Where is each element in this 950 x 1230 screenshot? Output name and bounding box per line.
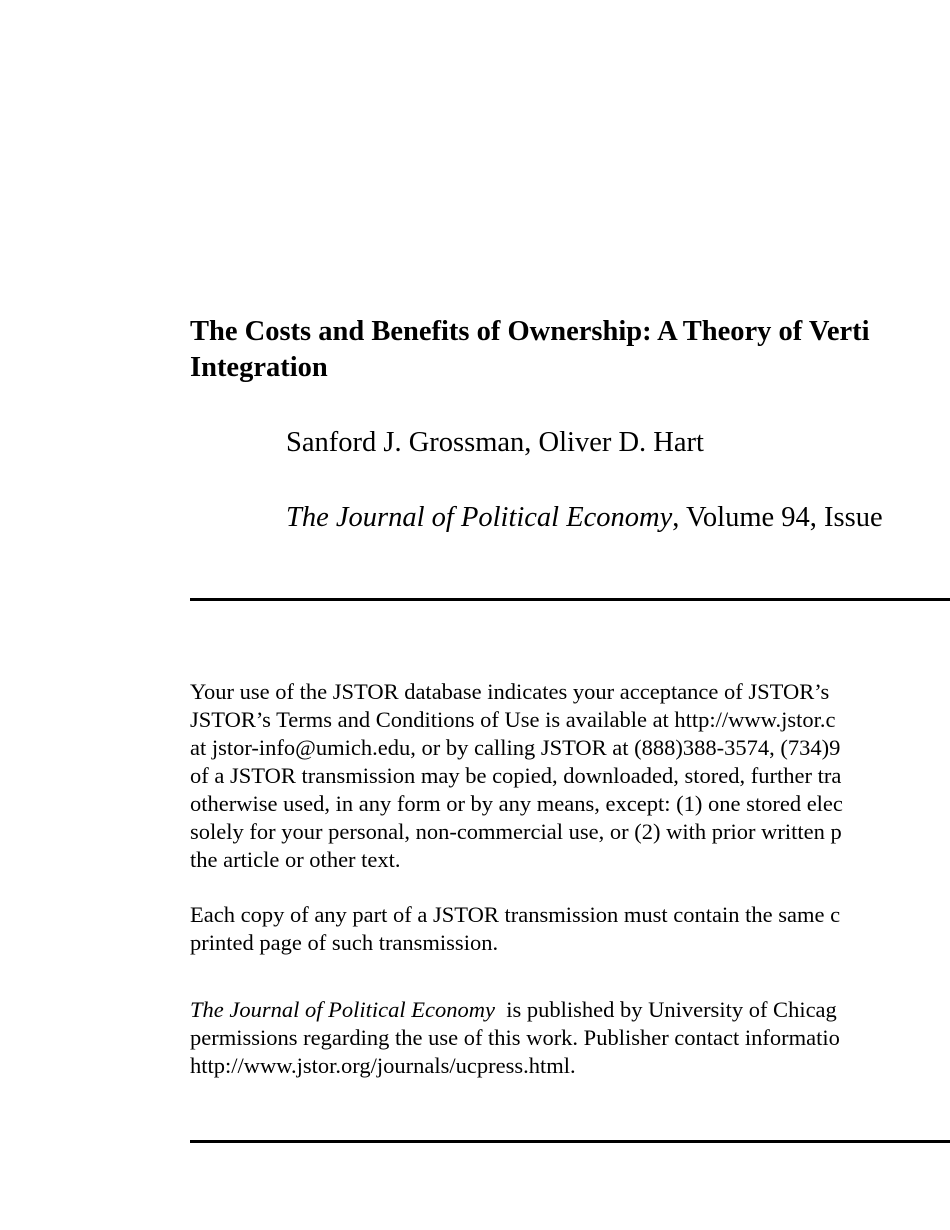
terms-line: of a JSTOR transmission may be copied, downloaded, stored, further tra — [190, 763, 842, 788]
terms-line: otherwise used, in any form or by any means, except: (1) one stored elec — [190, 791, 843, 816]
top-divider — [190, 598, 950, 601]
citation-details: , Volume 94, Issue — [672, 502, 883, 533]
publisher-line — [190, 996, 837, 1023]
article-title-line-1: The Costs and Benefits of Ownership: A Theory of Verti — [190, 316, 870, 347]
publisher-journal-name: The Journal of Political Economy — [190, 997, 495, 1022]
terms-line: Your use of the JSTOR database indicates your acceptance of JSTOR’s — [190, 679, 830, 704]
terms-line: at jstor-info@umich.edu, or by calling JSTOR at (888)388-3574, (734)9 — [190, 735, 841, 760]
terms-line: printed page of such transmission. — [190, 930, 499, 955]
publisher-url: http://www.jstor.org/journals/ucpress.html. — [190, 1053, 576, 1078]
publisher-text: is published by University of Chicag — [494, 997, 837, 1022]
article-title-line-2: Integration — [190, 352, 328, 383]
publisher-line: permissions regarding the use of this work. Publisher contact informatio — [190, 1025, 840, 1050]
terms-line: the article or other text. — [190, 847, 401, 872]
terms-line: Each copy of any part of a JSTOR transmission must contain the same c — [190, 902, 841, 927]
authors: Sanford J. Grossman, Oliver D. Hart — [286, 427, 704, 458]
terms-line: solely for your personal, non-commercial use, or (2) with prior written p — [190, 819, 842, 844]
bottom-divider — [190, 1140, 950, 1143]
citation — [286, 500, 883, 536]
journal-name: The Journal of Political Economy — [286, 502, 673, 533]
terms-line: JSTOR’s Terms and Conditions of Use is available at http://www.jstor.c — [190, 707, 836, 732]
